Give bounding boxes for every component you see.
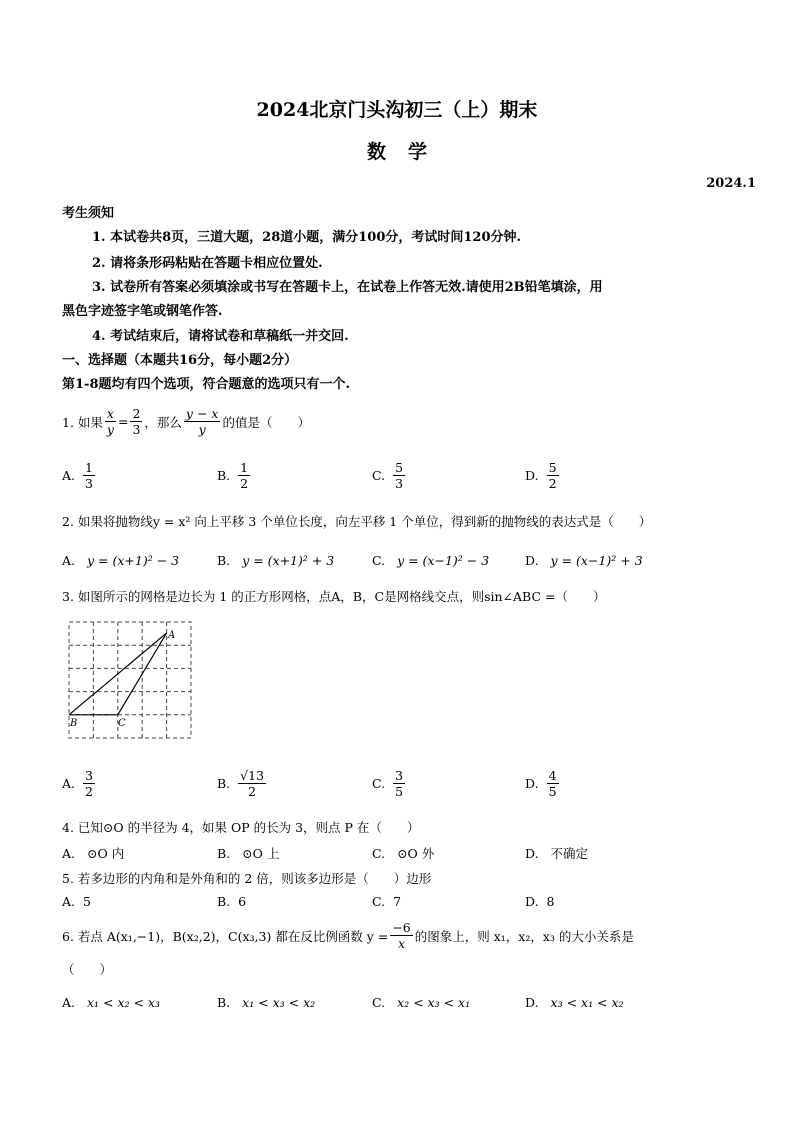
q1-option-d[interactable]: D. $\frac{5}{2}$: [525, 460, 557, 491]
point-label-c: C: [118, 718, 126, 729]
q2-option-b[interactable]: B. y = (x+1)² + 3: [217, 553, 335, 568]
q5-option-c[interactable]: C. 7: [372, 894, 402, 909]
section-heading: 一、选择题（本题共16分，每小题2分）: [62, 353, 298, 368]
notice-item-2: 2. 请将条形码粘贴在答题卡相应位置处.: [92, 256, 323, 271]
question-1: 1. 如果 $\frac{x}{y}$ = $\frac{2}{3}$ ，那么 $\frac{y - x}{y}$ 的值是（ ）: [62, 406, 310, 437]
question-3: 3. 如图所示的网格是边长为 1 的正方形网格，点A，B，C是网格线交点，则sin∠ABC =（ ）: [62, 589, 606, 604]
q1-fraction-1: $\frac{x}{y}$: [106, 406, 114, 437]
exam-title: 2024北京门头沟初三（上）期末: [256, 99, 538, 121]
q4-option-a[interactable]: A. ⊙O 内: [62, 846, 125, 861]
q4-option-d[interactable]: D. 不确定: [525, 846, 589, 861]
q1-fraction-3: $\frac{y - x}{y}$: [185, 406, 219, 437]
q6-option-d[interactable]: D. x₃ < x₁ < x₂: [525, 995, 624, 1010]
q3-option-b[interactable]: B. $\frac{√13}{2}$: [217, 768, 265, 799]
q3-option-d[interactable]: D. $\frac{4}{5}$: [525, 768, 557, 799]
question-2: 2. 如果将抛物线y = x² 向上平移 3 个单位长度，向左平移 1 个单位，得到新的抛物线的表达式是（ ）: [62, 514, 652, 529]
exam-date: 2024.1: [706, 176, 756, 191]
q4-option-b[interactable]: B. ⊙O 上: [217, 846, 280, 861]
subject-title: 数学: [366, 141, 449, 163]
grid-figure: [66, 619, 196, 741]
notice-item-1: 1. 本试卷共8页，三道大题，28道小题，满分100分，考试时间120分钟.: [92, 230, 522, 245]
q1-fraction-2: $\frac{2}{3}$: [132, 406, 141, 437]
q1-option-a[interactable]: A. $\frac{1}{3}$: [62, 460, 93, 491]
q6-option-a[interactable]: A. x₁ < x₂ < x₃: [62, 995, 161, 1010]
q5-option-d[interactable]: D. 8: [525, 894, 555, 909]
q4-option-c[interactable]: C. ⊙O 外: [372, 846, 435, 861]
question-5: 5. 若多边形的内角和是外角和的 2 倍，则该多边形是（ ）边形: [62, 871, 432, 886]
notice-heading: 考生须知: [62, 206, 115, 221]
section-instruction: 第1-8题均有四个选项，符合题意的选项只有一个.: [62, 377, 351, 392]
q1-prefix: 1. 如果: [62, 414, 103, 430]
q1-option-c[interactable]: C. $\frac{5}{3}$: [372, 460, 404, 491]
q6-option-b[interactable]: B. x₁ < x₃ < x₂: [217, 995, 316, 1010]
q6-fraction: $\frac{-6}{x}$: [392, 920, 411, 951]
q2-option-d[interactable]: D. y = (x−1)² + 3: [525, 553, 643, 568]
q2-option-a[interactable]: A. y = (x+1)² − 3: [62, 553, 180, 568]
point-label-b: B: [70, 718, 78, 729]
q3-option-c[interactable]: C. $\frac{3}{5}$: [372, 768, 404, 799]
notice-item-4: 4. 考试结束后，请将试卷和草稿纸一并交回.: [92, 329, 349, 344]
q2-option-c[interactable]: C. y = (x−1)² − 3: [372, 553, 490, 568]
q3-option-a[interactable]: A. $\frac{3}{2}$: [62, 768, 93, 799]
q5-option-a[interactable]: A. 5: [62, 894, 91, 909]
question-4: 4. 已知⊙O 的半径为 4，如果 OP 的长为 3，则点 P 在（ ）: [62, 820, 420, 835]
question-6-paren: （ ）: [62, 962, 113, 977]
notice-item-3-cont: 黑色字迹签字笔或钢笔作答.: [62, 304, 223, 319]
q5-option-b[interactable]: B. 6: [217, 894, 247, 909]
q6-option-c[interactable]: C. x₂ < x₃ < x₁: [372, 995, 471, 1010]
q1-option-b[interactable]: B. $\frac{1}{2}$: [217, 460, 249, 491]
notice-item-3: 3. 试卷所有答案必须填涂或书写在答题卡上，在试卷上作答无效.请使用2B铅笔填涂，用: [92, 280, 603, 295]
point-label-a: A: [168, 630, 176, 641]
question-6: 6. 若点 A(x₁,−1)，B(x₂,2)，C(x₃,3) 都在反比例函数 y = $\frac{-6}{x}$ 的图象上，则 x₁，x₂，x₃ 的大小关系是: [62, 920, 634, 951]
